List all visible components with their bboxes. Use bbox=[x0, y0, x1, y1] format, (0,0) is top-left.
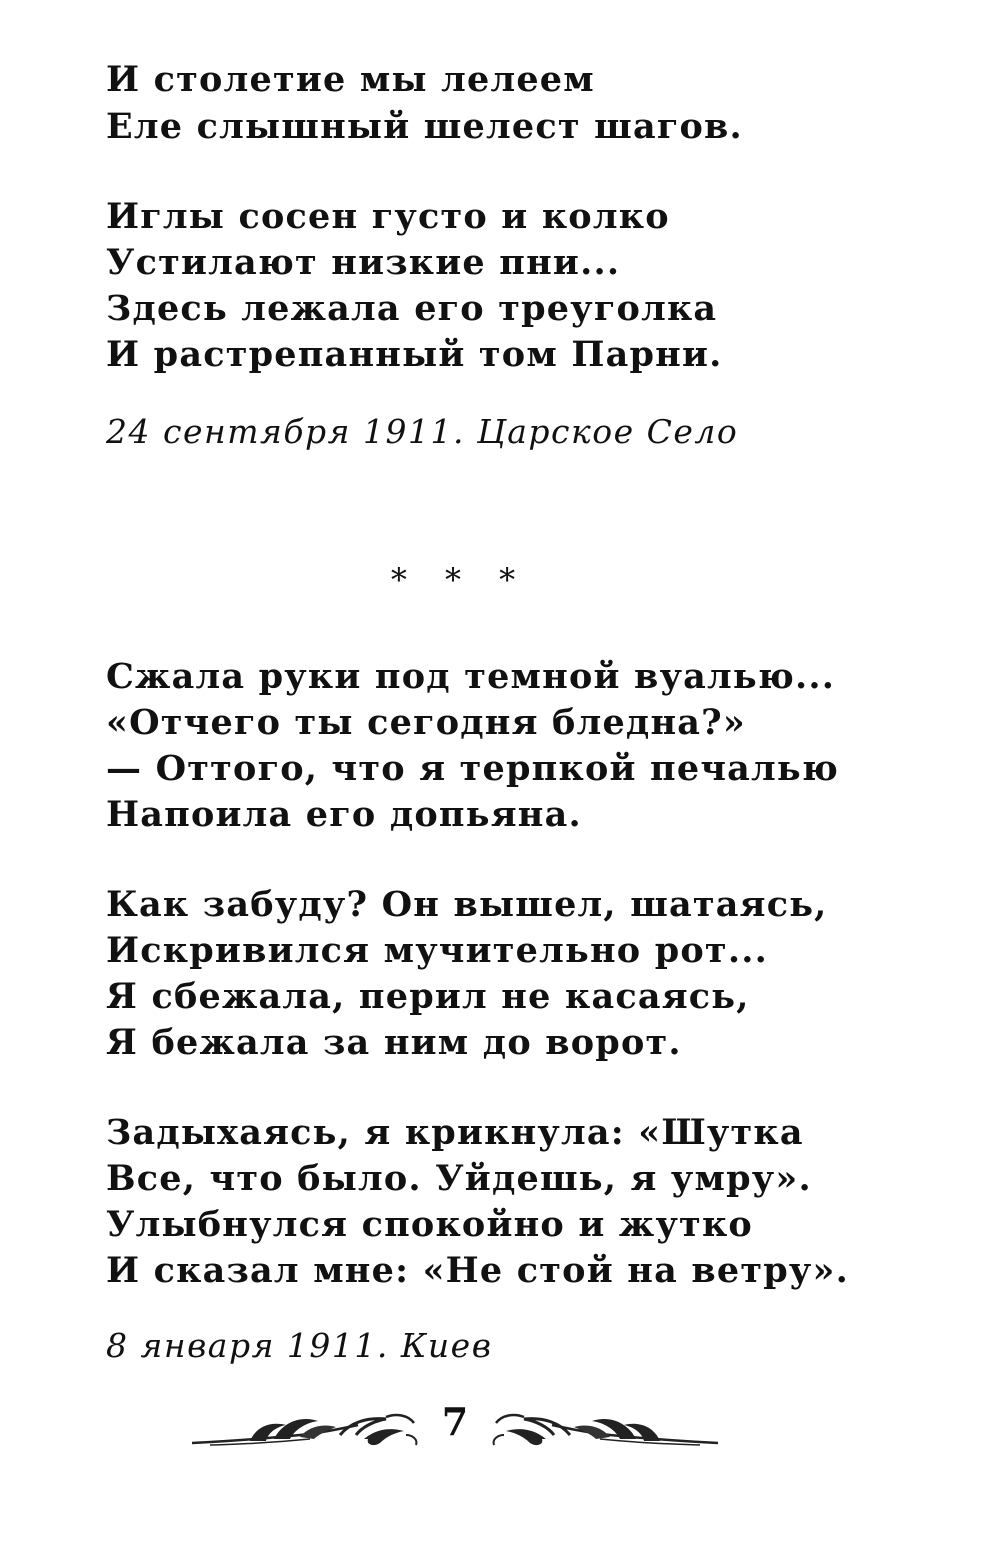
poem2-line-4: Напоила его допьяна. bbox=[106, 794, 582, 835]
page-footer bbox=[190, 1395, 720, 1459]
poem1-line-2: Еле слышный шелест шагов. bbox=[106, 106, 743, 147]
left-ornament-icon bbox=[190, 1405, 420, 1451]
poem1-line-3: Иглы сосен густо и колко bbox=[106, 196, 670, 237]
poem2-line-7: Я сбежала, перил не касаясь, bbox=[106, 976, 750, 1017]
poem2-line-10: Все, что было. Уйдешь, я умру». bbox=[106, 1158, 812, 1199]
poem2-date: 8 января 1911. Киев bbox=[106, 1326, 493, 1365]
right-ornament-icon bbox=[490, 1405, 720, 1451]
poem1-line-1: И столетие мы лелеем bbox=[106, 59, 595, 100]
poem2-line-12: И сказал мне: «Не стой на ветру». bbox=[106, 1250, 849, 1291]
poem-separator: * * * bbox=[390, 561, 530, 599]
poem1-line-4: Устилают низкие пни... bbox=[106, 242, 621, 283]
poem2-line-6: Искривился мучительно рот... bbox=[106, 930, 768, 971]
poem2-line-1: Сжала руки под темной вуалью... bbox=[106, 656, 836, 697]
poem1-line-6: И растрепанный том Парни. bbox=[106, 334, 723, 375]
poem2-line-3: — Оттого, что я терпкой печалью bbox=[106, 748, 839, 789]
poem1-date: 24 сентября 1911. Царское Село bbox=[106, 412, 739, 451]
poem2-line-11: Улыбнулся спокойно и жутко bbox=[106, 1204, 753, 1245]
poem2-line-5: Как забуду? Он вышел, шатаясь, bbox=[106, 884, 828, 925]
poem1-line-5: Здесь лежала его треуголка bbox=[106, 288, 718, 329]
poem2-line-9: Задыхаясь, я крикнула: «Шутка bbox=[106, 1112, 804, 1153]
poem2-line-2: «Отчего ты сегодня бледна?» bbox=[106, 702, 746, 743]
poem2-line-8: Я бежала за ним до ворот. bbox=[106, 1022, 682, 1063]
page-number: 7 bbox=[441, 1399, 469, 1444]
